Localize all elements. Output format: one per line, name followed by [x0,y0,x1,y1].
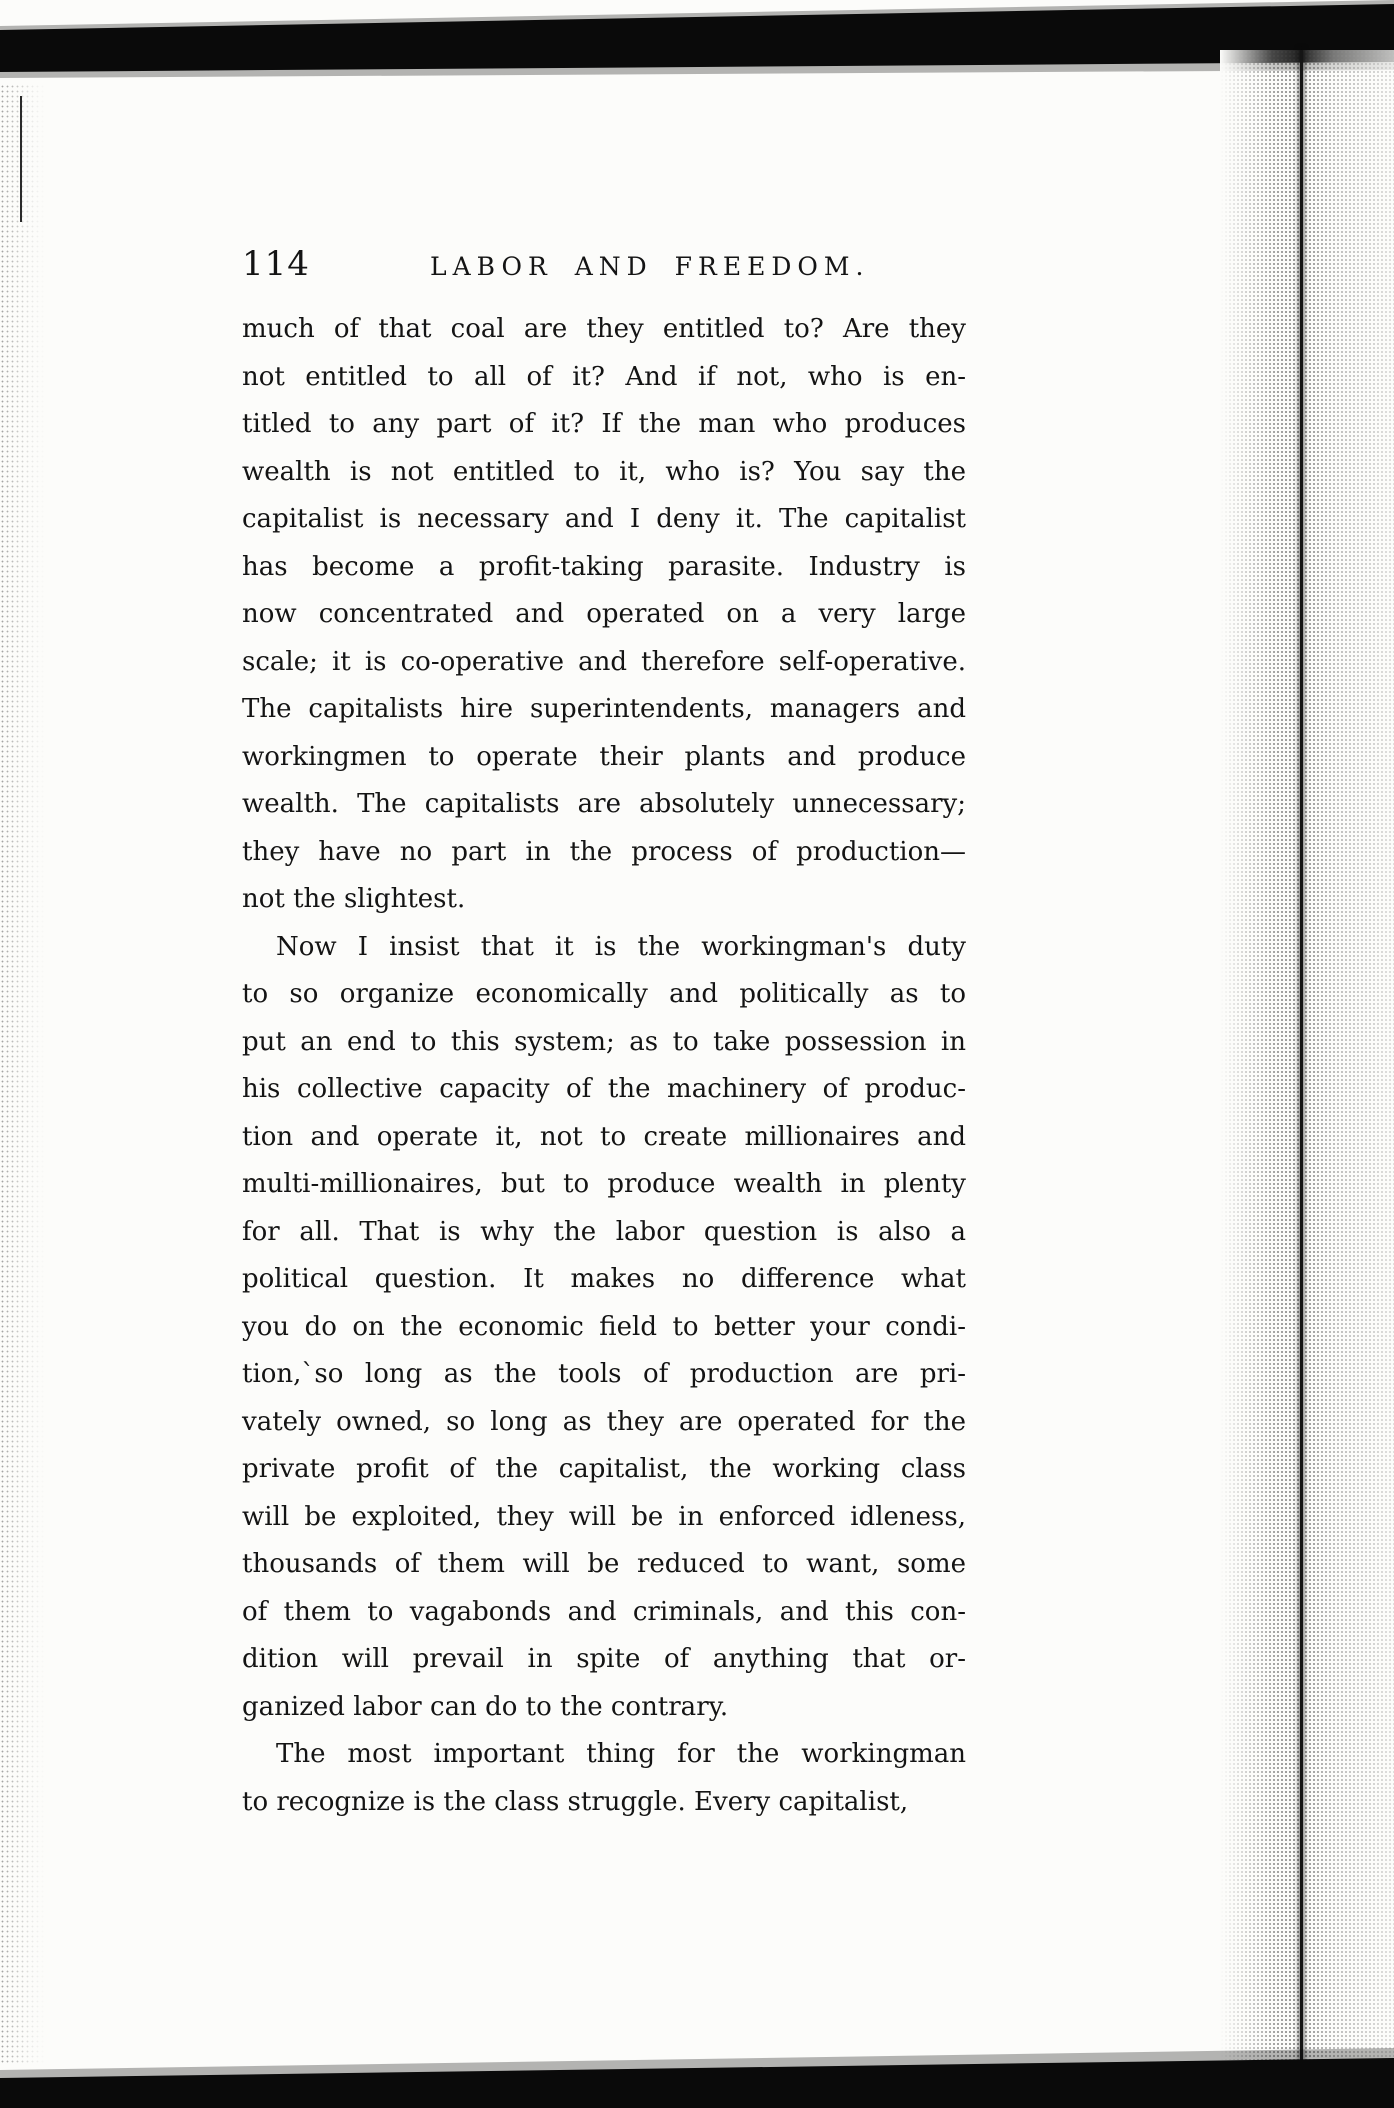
text-line: scale; it is co-operative and therefore self-operative. [242,646,966,677]
text-line: his collective capacity of the machinery of produc- [242,1074,966,1104]
text-line: vately owned, so long as they are operated for the [242,1406,966,1437]
running-title: LABOR AND FREEDOM. [430,252,870,281]
text-line: has become a profit-taking parasite. Industry is [242,551,966,582]
page-number: 114 [242,244,310,284]
text-line: to so organize economically and politically as to [242,979,966,1009]
text-line: will be exploited, they will be in enforced idleness, [242,1501,966,1532]
text-line: titled to any part of it? If the man who produces [242,409,966,439]
text-line: capitalist is necessary and I deny it. The capitalist [242,504,966,534]
text-line: Now I insist that it is the workingman's duty [276,931,966,962]
text-line: of them to vagabonds and criminals, and this con- [242,1596,966,1627]
text-line: dition will prevail in spite of anything that or- [242,1644,966,1674]
text-line: for all. That is why the labor question is also a [242,1216,966,1247]
text-line: tion,`so long as the tools of production are pri- [242,1359,966,1389]
text-line: now concentrated and operated on a very large [242,599,966,629]
text-line: not the slightest. [242,884,466,914]
text-line: wealth is not entitled to it, who is? You say the [242,456,966,487]
text-line: The most important thing for the workingman [276,1739,966,1769]
text-line: to recognize is the class struggle. Every capitalist, [242,1786,909,1817]
scan-edge-noise-left [0,84,46,2064]
paragraph [242,1731,966,1826]
text-line: ganized labor can do to the contrary. [242,1691,729,1722]
text-line: wealth. The capitalists are absolutely unnecessary; [242,789,966,819]
page-body-text [242,306,966,1826]
text-line: tion and operate it, not to create millionaires and [242,1121,966,1152]
text-line: workingmen to operate their plants and produce [242,741,966,772]
text-line: The capitalists hire superintendents, managers and [242,694,966,724]
paragraph [242,924,966,1732]
text-line: not entitled to all of it? And if not, who is en- [242,361,966,392]
paragraph [242,306,966,924]
text-line: thousands of them will be reduced to want, some [242,1549,966,1579]
text-line: private profit of the capitalist, the working class [242,1454,966,1484]
book-gutter-shadow [1220,50,1394,2060]
text-line: you do on the economic field to better your condi- [242,1311,966,1342]
text-line: political question. It makes no difference what [242,1264,966,1294]
text-line: multi-millionaires, but to produce wealth in plenty [242,1169,966,1199]
book-gutter-line [1300,50,1303,2060]
text-line: put an end to this system; as to take possession in [242,1026,966,1057]
text-line: they have no part in the process of production— [242,836,966,867]
scan-edge-line-left [20,96,22,222]
text-line: much of that coal are they entitled to? Are they [242,314,966,344]
